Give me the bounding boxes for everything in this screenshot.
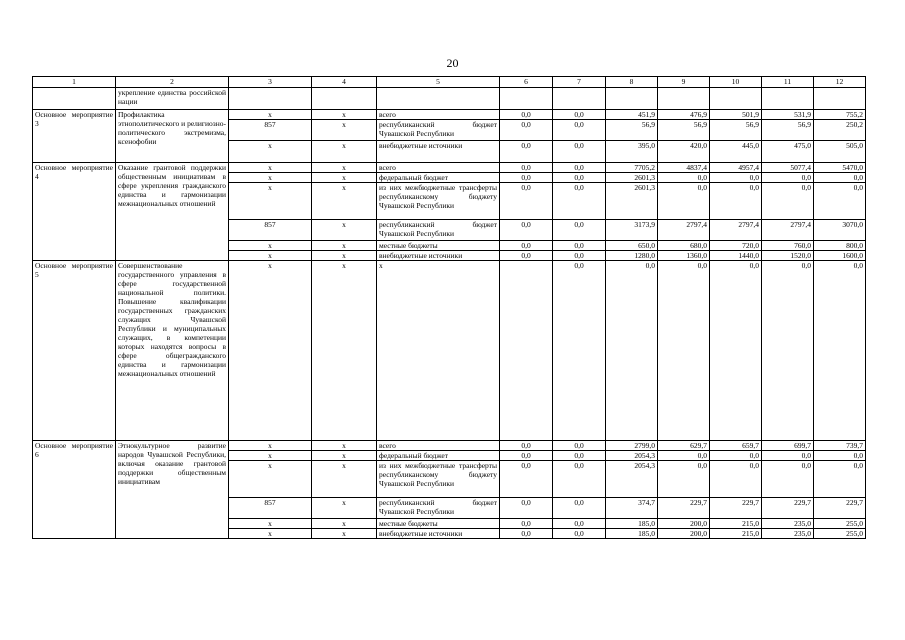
header-cell-6: 6 xyxy=(500,77,553,88)
col-source: местные бюджеты xyxy=(377,241,500,251)
col-grbs: х xyxy=(229,461,312,498)
col-2021: 2054,3 xyxy=(606,451,658,461)
col-code: х xyxy=(312,251,377,261)
col-2023: 4957,4 xyxy=(710,163,762,173)
col-2025: 0,0 xyxy=(814,461,866,498)
col-2025: 250,2 xyxy=(814,120,866,141)
col-code: х xyxy=(312,220,377,241)
col-source: х xyxy=(377,261,500,441)
header-cell-5: 5 xyxy=(377,77,500,88)
cell-empty xyxy=(500,88,553,110)
col-2019: 0,0 xyxy=(500,451,553,461)
col-code: х xyxy=(312,519,377,529)
col-code: х xyxy=(312,183,377,220)
col-source: всего xyxy=(377,163,500,173)
col-2020: 0,0 xyxy=(553,461,606,498)
col-grbs: 857 xyxy=(229,120,312,141)
col-source: республиканский бюджет Чувашской Республики xyxy=(377,120,500,141)
col-grbs: х xyxy=(229,163,312,173)
col-grbs: х xyxy=(229,141,312,163)
cell-empty xyxy=(658,88,710,110)
cell-empty xyxy=(553,88,606,110)
col-2022: 420,0 xyxy=(658,141,710,163)
header-cell-3: 3 xyxy=(229,77,312,88)
col-2024: 531,9 xyxy=(762,110,814,120)
col-2023: 0,0 xyxy=(710,451,762,461)
col-2022: 629,7 xyxy=(658,441,710,451)
col-2022: 200,0 xyxy=(658,529,710,539)
budget-table xyxy=(32,76,866,539)
col-2023: 2797,4 xyxy=(710,220,762,241)
col-2019: 0,0 xyxy=(500,519,553,529)
col-2024: 1520,0 xyxy=(762,251,814,261)
col-code: х xyxy=(312,261,377,441)
col-2019: 0,0 xyxy=(500,241,553,251)
header-cell-4: 4 xyxy=(312,77,377,88)
col-2022: 0,0 xyxy=(658,451,710,461)
col-2020: 0,0 xyxy=(553,251,606,261)
table-row xyxy=(33,441,866,451)
col-2020: 0,0 xyxy=(553,110,606,120)
col-grbs: х xyxy=(229,173,312,183)
col-grbs: х xyxy=(229,251,312,261)
col-2021: 3173,9 xyxy=(606,220,658,241)
col-2019: 0,0 xyxy=(500,220,553,241)
col-2021: 0,0 xyxy=(606,261,658,441)
col-2024: 235,0 xyxy=(762,519,814,529)
col-2021: 374,7 xyxy=(606,498,658,519)
col-2023: 0,0 xyxy=(710,183,762,220)
col-2021: 185,0 xyxy=(606,529,658,539)
col-2019: 0,0 xyxy=(500,141,553,163)
col-2022: 2797,4 xyxy=(658,220,710,241)
col-2020: 0,0 xyxy=(553,498,606,519)
cell-name: Совершенствование государственного управления в сфере государственной национальной политики. Повышение квалификации государственных гражданских служащих Чувашской Республики и муниципальных служащих, в компетенции которых находятся вопросы в сфере общегражданского единства и гармонизации межнациональных отношений xyxy=(116,261,229,441)
col-grbs: х xyxy=(229,261,312,441)
col-2025: 3070,0 xyxy=(814,220,866,241)
col-2024: 0,0 xyxy=(762,173,814,183)
col-2025: 0,0 xyxy=(814,451,866,461)
col-2024: 0,0 xyxy=(762,261,814,441)
col-2025: 800,0 xyxy=(814,241,866,251)
col-code: х xyxy=(312,141,377,163)
col-2022: 0,0 xyxy=(658,461,710,498)
col-2021: 2601,3 xyxy=(606,173,658,183)
col-source: федеральный бюджет xyxy=(377,451,500,461)
col-code: х xyxy=(312,163,377,173)
cell-empty xyxy=(762,88,814,110)
col-2022: 476,9 xyxy=(658,110,710,120)
col-2023: 445,0 xyxy=(710,141,762,163)
cell-event: Основное мероприятие 3 xyxy=(33,110,116,163)
col-2019: 0,0 xyxy=(500,173,553,183)
col-2020: 0,0 xyxy=(553,261,606,441)
cell-event: Основное мероприятие 5 xyxy=(33,261,116,441)
col-2025: 1600,0 xyxy=(814,251,866,261)
col-2021: 185,0 xyxy=(606,519,658,529)
col-2023: 215,0 xyxy=(710,519,762,529)
col-2024: 2797,4 xyxy=(762,220,814,241)
col-source: федеральный бюджет xyxy=(377,173,500,183)
cell-empty xyxy=(229,88,312,110)
col-2021: 1280,0 xyxy=(606,251,658,261)
col-source: внебюджетные источники xyxy=(377,529,500,539)
col-grbs: 857 xyxy=(229,498,312,519)
col-2022: 56,9 xyxy=(658,120,710,141)
col-code: х xyxy=(312,441,377,451)
col-grbs: 857 xyxy=(229,220,312,241)
col-2019: 0,0 xyxy=(500,163,553,173)
col-grbs: х xyxy=(229,110,312,120)
col-source: республиканский бюджет Чувашской Республики xyxy=(377,220,500,241)
col-2019: 0,0 xyxy=(500,441,553,451)
col-2024: 0,0 xyxy=(762,461,814,498)
col-2025: 0,0 xyxy=(814,183,866,220)
cell-empty xyxy=(377,88,500,110)
col-2021: 7705,2 xyxy=(606,163,658,173)
col-2022: 0,0 xyxy=(658,261,710,441)
col-2021: 56,9 xyxy=(606,120,658,141)
col-2021: 2601,3 xyxy=(606,183,658,220)
cell-empty xyxy=(814,88,866,110)
col-2020: 0,0 xyxy=(553,529,606,539)
col-2019 xyxy=(500,261,553,441)
col-2023: 659,7 xyxy=(710,441,762,451)
col-2020: 0,0 xyxy=(553,220,606,241)
col-2023: 0,0 xyxy=(710,461,762,498)
col-2024: 235,0 xyxy=(762,529,814,539)
col-2024: 0,0 xyxy=(762,451,814,461)
col-grbs: х xyxy=(229,451,312,461)
cell-name: укрепление единства российской нации xyxy=(116,88,229,110)
col-2019: 0,0 xyxy=(500,251,553,261)
header-cell-12: 12 xyxy=(814,77,866,88)
cell-name: Оказание грантовой поддержки общественным инициативам в сфере укрепления гражданского единства и гармонизации межнациональных отношений xyxy=(116,163,229,261)
col-2022: 1360,0 xyxy=(658,251,710,261)
col-2019: 0,0 xyxy=(500,110,553,120)
col-2022: 0,0 xyxy=(658,183,710,220)
col-2020: 0,0 xyxy=(553,120,606,141)
cell-event: Основное мероприятие 6 xyxy=(33,441,116,539)
col-2022: 200,0 xyxy=(658,519,710,529)
col-2023: 229,7 xyxy=(710,498,762,519)
col-2020: 0,0 xyxy=(553,451,606,461)
col-2019: 0,0 xyxy=(500,183,553,220)
col-grbs: х xyxy=(229,183,312,220)
table-row xyxy=(33,261,866,441)
col-source: республиканский бюджет Чувашской Республики xyxy=(377,498,500,519)
col-code: х xyxy=(312,461,377,498)
cell-event-empty xyxy=(33,88,116,110)
col-2021: 2054,3 xyxy=(606,461,658,498)
col-grbs: х xyxy=(229,241,312,251)
col-code: х xyxy=(312,529,377,539)
col-2022: 0,0 xyxy=(658,173,710,183)
continuation-row xyxy=(33,88,866,110)
col-2025: 255,0 xyxy=(814,519,866,529)
col-source: внебюджетные источники xyxy=(377,251,500,261)
col-2023: 720,0 xyxy=(710,241,762,251)
header-cell-7: 7 xyxy=(553,77,606,88)
col-source: внебюджетные источники xyxy=(377,141,500,163)
col-2024: 699,7 xyxy=(762,441,814,451)
col-2024: 760,0 xyxy=(762,241,814,251)
page-number: 20 xyxy=(446,56,459,70)
col-2020: 0,0 xyxy=(553,163,606,173)
col-2025: 0,0 xyxy=(814,261,866,441)
col-source: местные бюджеты xyxy=(377,519,500,529)
col-code: х xyxy=(312,241,377,251)
col-2020: 0,0 xyxy=(553,241,606,251)
col-2025: 505,0 xyxy=(814,141,866,163)
col-2022: 680,0 xyxy=(658,241,710,251)
col-2022: 229,7 xyxy=(658,498,710,519)
col-2024: 56,9 xyxy=(762,120,814,141)
col-2025: 255,0 xyxy=(814,529,866,539)
col-2019: 0,0 xyxy=(500,498,553,519)
header-row xyxy=(33,77,866,88)
col-2024: 475,0 xyxy=(762,141,814,163)
cell-event: Основное мероприятие 4 xyxy=(33,163,116,261)
col-2021: 451,9 xyxy=(606,110,658,120)
col-source: всего xyxy=(377,441,500,451)
col-2021: 650,0 xyxy=(606,241,658,251)
cell-empty xyxy=(312,88,377,110)
col-code: х xyxy=(312,498,377,519)
header-cell-10: 10 xyxy=(710,77,762,88)
col-2019: 0,0 xyxy=(500,120,553,141)
col-2023: 0,0 xyxy=(710,173,762,183)
col-2019: 0,0 xyxy=(500,529,553,539)
table-row xyxy=(33,110,866,120)
col-2024: 5077,4 xyxy=(762,163,814,173)
col-2024: 0,0 xyxy=(762,183,814,220)
col-source: всего xyxy=(377,110,500,120)
cell-empty xyxy=(606,88,658,110)
col-2021: 395,0 xyxy=(606,141,658,163)
col-2020: 0,0 xyxy=(553,519,606,529)
col-2020: 0,0 xyxy=(553,183,606,220)
col-2020: 0,0 xyxy=(553,441,606,451)
col-2023: 56,9 xyxy=(710,120,762,141)
cell-empty xyxy=(710,88,762,110)
col-2019: 0,0 xyxy=(500,461,553,498)
col-2025: 739,7 xyxy=(814,441,866,451)
col-2023: 501,9 xyxy=(710,110,762,120)
col-source: из них межбюджетные трансферты республиканскому бюджету Чувашской Республики xyxy=(377,461,500,498)
header-cell-1: 1 xyxy=(33,77,116,88)
header-cell-9: 9 xyxy=(658,77,710,88)
header-cell-8: 8 xyxy=(606,77,658,88)
col-grbs: х xyxy=(229,529,312,539)
col-code: х xyxy=(312,173,377,183)
col-2021: 2799,0 xyxy=(606,441,658,451)
col-code: х xyxy=(312,110,377,120)
col-2023: 1440,0 xyxy=(710,251,762,261)
col-2020: 0,0 xyxy=(553,141,606,163)
header-cell-11: 11 xyxy=(762,77,814,88)
col-2023: 215,0 xyxy=(710,529,762,539)
cell-name: Этнокультурное развитие народов Чувашской Республики, включая оказание грантовой поддержки общественным инициативам xyxy=(116,441,229,539)
col-grbs: х xyxy=(229,519,312,529)
col-code: х xyxy=(312,120,377,141)
col-2020: 0,0 xyxy=(553,173,606,183)
col-code: х xyxy=(312,451,377,461)
col-2025: 229,7 xyxy=(814,498,866,519)
table-row xyxy=(33,163,866,173)
header-cell-2: 2 xyxy=(116,77,229,88)
col-2025: 5470,0 xyxy=(814,163,866,173)
col-2023: 0,0 xyxy=(710,261,762,441)
col-2025: 0,0 xyxy=(814,173,866,183)
cell-name: Профилактика этнополитического и религиозно-политического экстремизма, ксенофобии xyxy=(116,110,229,163)
col-source: из них межбюджетные трансферты республиканскому бюджету Чувашской Республики xyxy=(377,183,500,220)
col-2025: 755,2 xyxy=(814,110,866,120)
col-2022: 4837,4 xyxy=(658,163,710,173)
col-grbs: х xyxy=(229,441,312,451)
col-2024: 229,7 xyxy=(762,498,814,519)
